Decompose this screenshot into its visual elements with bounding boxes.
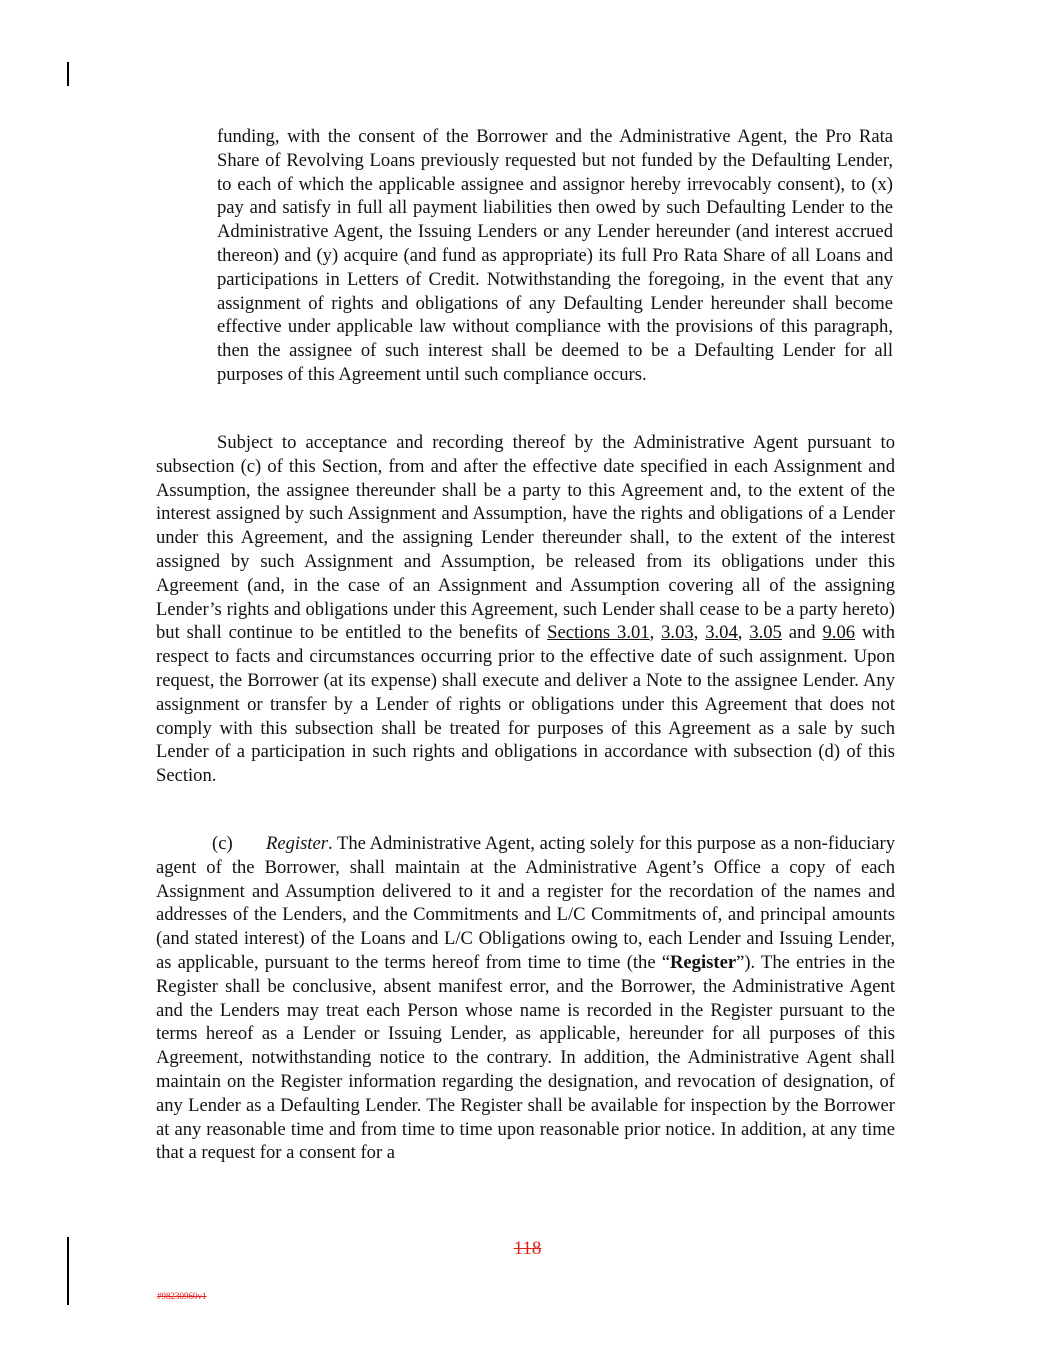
section-ref-3-03[interactable]: 3.03 bbox=[661, 622, 694, 644]
paragraph-register bbox=[156, 832, 895, 1165]
subsection-heading: Register bbox=[266, 833, 328, 854]
defined-term-register: Register bbox=[670, 951, 737, 973]
section-ref-3-04[interactable]: 3.04 bbox=[705, 622, 738, 644]
separator: , bbox=[693, 622, 706, 644]
section-ref-3-01[interactable]: Sections 3.01 bbox=[547, 622, 650, 644]
paragraph-text: . The Administrative Agent, acting solely for this purpose as a non-fiduciary agent of the Borrower, shall maintain at the Administrative Agent’s Office a copy of each Assignment and Assumption delivered to it and a register for the recordation of the names and addresses of the Lenders, and the Commitments and L/C Commitments of, and principal amounts (and stated interest) of the Loans and L/C Obligations owing to, each Lender and Issuing Lender, as applicable, pursuant to the terms hereof from time to time (the “ bbox=[156, 833, 895, 973]
section-ref-3-05[interactable]: 3.05 bbox=[749, 622, 782, 644]
paragraph-text: ”). The entries in the Register shall be conclusive, absent manifest error, and the Borrower, the Administrative Agent and the Lenders may treat each Person whose name is recorded in the Register pursuant to the terms hereof as a Lender or Issuing Lender, as applicable, hereunder for all purposes of this Agreement, notwithstanding notice to the contrary. In addition, the Administrative Agent shall maintain on the Register information regarding the designation, and revocation of designation, of any Lender as a Defaulting Lender. The Register shall be available for inspection by the Borrower at any reasonable time and from time to time upon reasonable prior notice. In addition, at any time that a request for a consent for a bbox=[156, 951, 896, 1164]
paragraph-continuation: funding, with the consent of the Borrower and the Administrative Agent, the Pro Rata Share of Revolving Loans previously requested but not funded by the Defaulting Lender, to each of which the applicable assignee and assignor hereby irrevocably consent), to (x) pay and satisfy in full all payment liabilities then owed by such Defaulting Lender to the Administrative Agent, the Issuing Lenders or any Lender hereunder (and interest accrued thereon) and (y) acquire (and fund as appropriate) its full Pro Rata Share of all Loans and participations in Letters of Credit. Notwithstanding the foregoing, in the event that any assignment of rights and obligations of any Defaulting Lender hereunder shall become effective under applicable law without compliance with the provisions of this paragraph, then the assignee of such interest shall be deemed to be a Defaulting Lender for all purposes of this Agreement until such compliance occurs. bbox=[217, 126, 893, 385]
paragraph-text: with respect to facts and circumstances occurring prior to the effective date of such assignment. Upon request, the Borrower (at its expense) shall execute and deliver a Note to the assignee Lender. Any assignment or transfer by a Lender of rights or obligations under this Agreement that does not comply with this subsection shall be treated for purposes of this Agreement as a sale by such Lender of a participation in such rights and obligations in accordance with subsection (d) of this Section. bbox=[156, 622, 895, 787]
subsection-label: (c) bbox=[212, 833, 233, 854]
change-bar-top bbox=[67, 62, 69, 86]
paragraph-assignment-effect bbox=[156, 431, 895, 788]
paragraph-text: Subject to acceptance and recording thereof by the Administrative Agent pursuant to subsection (c) of this Section, from and after the effective date specified in each Assignment and Assumption, the assignee thereunder shall be a party to this Agreement and, to the extent of the interest assigned by such Assignment and Assumption, have the rights and obligations of a Lender under this Agreement, and the assigning Lender thereunder shall, to the extent of the interest assigned by such Assignment and Assumption, be released from its obligations under this Agreement (and, in the case of an Assignment and Assumption covering all of the assigning Lender’s rights and obligations under this Agreement, such Lender shall cease to be a party hereto) but shall continue to be entitled to the benefits of bbox=[156, 432, 895, 644]
separator: and bbox=[781, 622, 823, 644]
separator: , bbox=[737, 622, 750, 644]
page-number: 118 bbox=[513, 1238, 542, 1259]
document-id: #98230960v1 bbox=[157, 1291, 207, 1301]
section-ref-9-06[interactable]: 9.06 bbox=[822, 622, 856, 644]
separator: , bbox=[649, 622, 662, 644]
